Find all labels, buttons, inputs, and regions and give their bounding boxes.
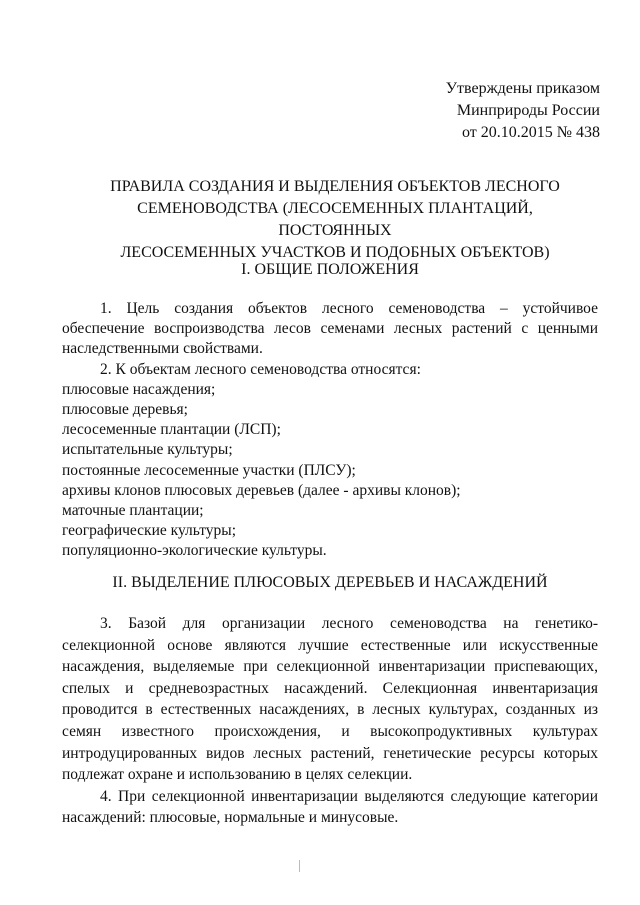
section-1-body bbox=[62, 299, 598, 562]
paragraph-4: 4. При селекционной инвентаризации выделяются следующие категории насаждений: плюсовые, нормальные и минусовые. bbox=[62, 787, 598, 827]
title-line-3: ЛЕСОСЕМЕННЫХ УЧАСТКОВ И ПОДОБНЫХ ОБЪЕКТОВ) bbox=[120, 244, 550, 261]
approval-line-2: Минприроды России bbox=[456, 102, 600, 119]
approval-stamp bbox=[446, 78, 600, 144]
section-heading-2: II. ВЫДЕЛЕНИЕ ПЛЮСОВЫХ ДЕРЕВЬЕВ И НАСАЖДЕНИЙ bbox=[112, 574, 548, 591]
paragraph-1: 1. Цель создания объектов лесного семеноводства – устойчивое обеспечение воспроизводства лесов семенами лесных растений с ценными наследственными свойствами. bbox=[62, 300, 598, 358]
list-item: плюсовые деревья; bbox=[62, 401, 188, 419]
paragraph-2: 2. К объектам лесного семеноводства относятся: bbox=[100, 360, 421, 378]
list-item: географические культуры; bbox=[62, 522, 237, 540]
document-title bbox=[90, 176, 580, 264]
scan-mark bbox=[299, 860, 300, 872]
title-line-2: СЕМЕНОВОДСТВА (ЛЕСОСЕМЕННЫХ ПЛАНТАЦИЙ, ПОСТОЯННЫХ bbox=[137, 200, 533, 239]
approval-line-3: от 20.10.2015 № 438 bbox=[461, 124, 600, 141]
section-2-body bbox=[62, 613, 598, 829]
list-item: испытательные культуры; bbox=[62, 441, 233, 459]
approval-line-1: Утверждены приказом bbox=[445, 80, 600, 97]
list-item: популяционно-экологические культуры. bbox=[62, 542, 327, 560]
list-item: архивы клонов плюсовых деревьев (далее - архивы клонов); bbox=[62, 481, 461, 499]
list-item: плюсовые насаждения; bbox=[62, 380, 216, 398]
section-heading-1: I. ОБЩИЕ ПОЛОЖЕНИЯ bbox=[241, 261, 419, 278]
paragraph-3: 3. Базой для организации лесного семеноводства на генетико-селекционной основе являются лучшие естественные или искусственные насаждения, выделяемые при селекционной инвентаризации приспевающих, спелых и средневозрастных насаждений. Селекционная инвентаризация проводится в естественных насаждениях, в лесных культурах, созданных из семян известного происхождения, и высокопродуктивных культурах интродуцированных видов лесных растений, генетические ресурсы которых подлежат охране и использованию в целях селекции. bbox=[62, 615, 598, 784]
list-item: лесосеменные плантации (ЛСП); bbox=[62, 421, 281, 439]
title-line-1: ПРАВИЛА СОЗДАНИЯ И ВЫДЕЛЕНИЯ ОБЪЕКТОВ ЛЕСНОГО bbox=[110, 178, 560, 195]
list-item: постоянные лесосеменные участки (ПЛСУ); bbox=[62, 461, 356, 479]
list-item: маточные плантации; bbox=[62, 502, 204, 520]
